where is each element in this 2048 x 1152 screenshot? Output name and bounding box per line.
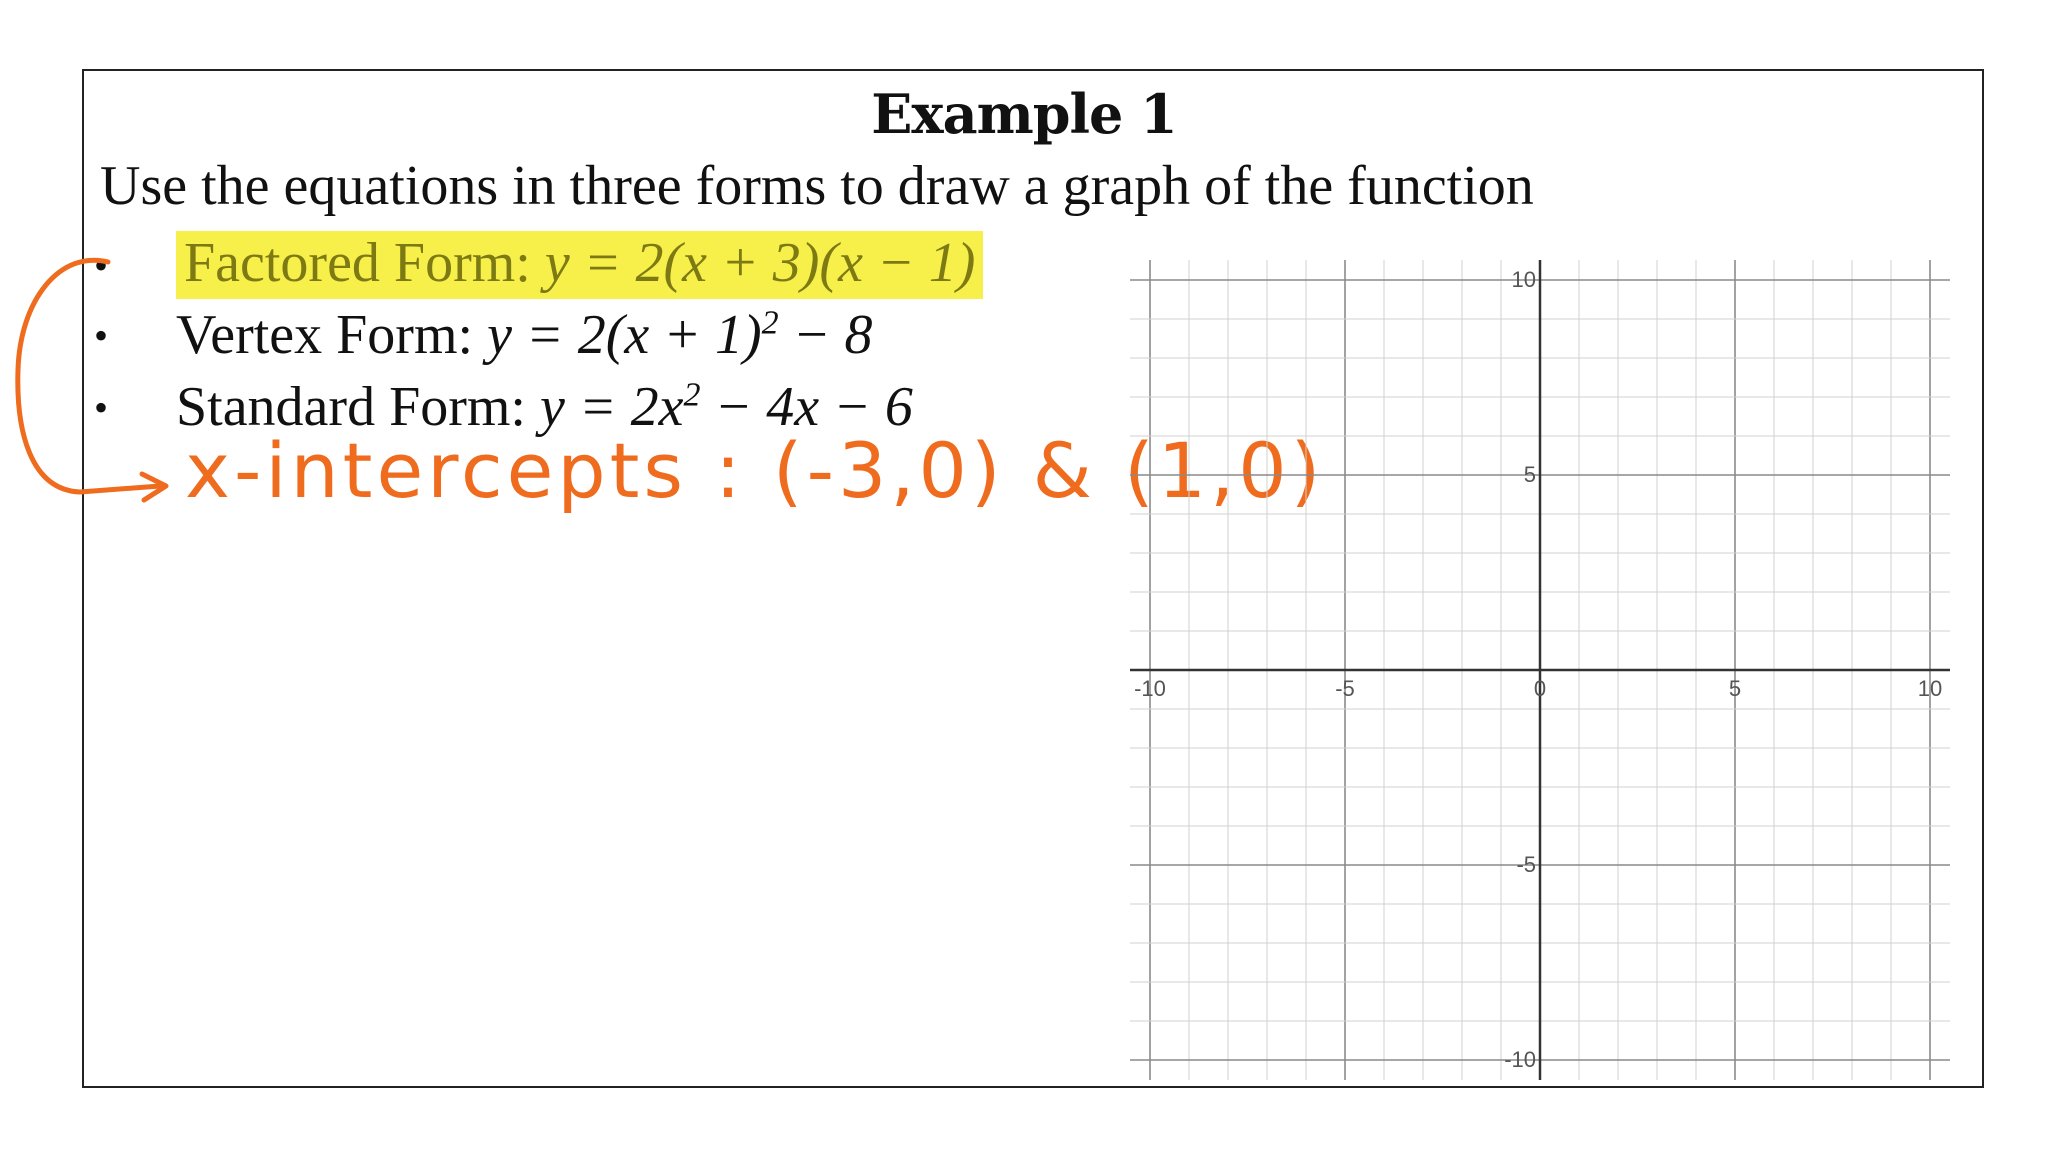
y-tick-label: -5 — [1516, 852, 1536, 877]
vertex-form-equation: $y = 2(x + 1)^2 - 8$ — [487, 304, 873, 367]
standard-form-label: Standard Form: — [176, 376, 526, 439]
factored-form-label: Factored Form: — [184, 232, 531, 295]
x-tick-label: 5 — [1728, 676, 1742, 701]
x-tick-label: 0 — [1533, 676, 1547, 701]
bullet-vertex-form — [94, 298, 872, 367]
bullet-icon: • — [94, 384, 109, 430]
factored-form-highlight — [176, 231, 983, 299]
x-tick-label: -10 — [1134, 676, 1166, 701]
y-tick-label: 10 — [1511, 267, 1536, 292]
instruction-text: Use the equations in three forms to draw a graph of the function — [100, 155, 1534, 217]
x-tick-label: -5 — [1335, 676, 1355, 701]
vertex-form-label: Vertex Form: — [176, 304, 474, 367]
x-intercepts-annotation: x-intercepts : (-3,0) & (1,0) — [185, 426, 1325, 515]
y-tick-label: -10 — [1504, 1047, 1536, 1072]
standard-form-equation: $y = 2x^2 - 4x - 6$ — [539, 376, 913, 439]
y-tick-label: 5 — [1523, 462, 1536, 487]
x-tick-label: 10 — [1917, 676, 1943, 701]
bullet-icon: • — [94, 312, 109, 358]
coordinate-grid — [1120, 250, 1960, 1090]
bullet-factored-form — [94, 228, 983, 299]
factored-form-equation: y = 2(x + 3)(x − 1) — [544, 232, 976, 295]
bullet-icon: • — [94, 242, 109, 288]
slide-title: Example 1 — [871, 82, 1177, 146]
